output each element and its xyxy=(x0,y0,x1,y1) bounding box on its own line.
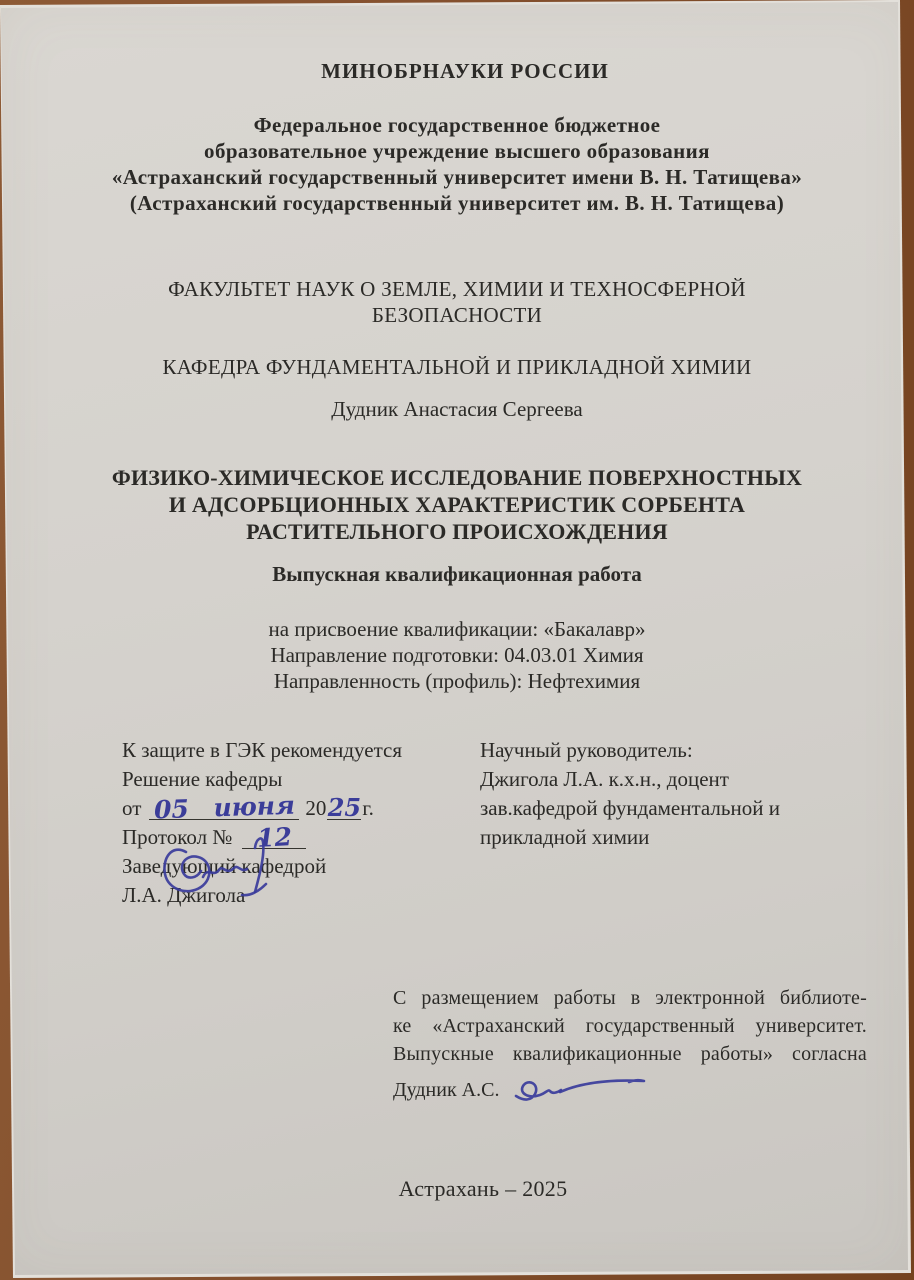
year-suffix: г. xyxy=(362,796,374,820)
recommendation-line: К защите в ГЭК рекомендуется xyxy=(122,738,403,762)
consent-line: ке «Астраханский государственный университет. xyxy=(393,1015,867,1037)
thesis-title-line: РАСТИТЕЛЬНОГО ПРОИСХОЖДЕНИЯ xyxy=(246,519,668,544)
institution-line: Федеральное государственное бюджетное xyxy=(253,113,661,137)
faculty-line: БЕЗОПАСНОСТИ xyxy=(371,303,543,327)
ministry-heading: МИНОБРНАУКИ РОССИИ xyxy=(321,59,609,83)
consent-line: Выпускные квалификационные работы» согласна xyxy=(393,1043,867,1065)
work-type: Выпускная квалификационная работа xyxy=(272,562,642,586)
faculty-name xyxy=(0,276,914,328)
thesis-title xyxy=(0,464,914,545)
head-of-department-signature xyxy=(156,832,288,910)
protocol-label: Протокол № xyxy=(122,825,233,849)
head-name-line: Л.А. Джигола xyxy=(122,883,246,907)
date-blank-line xyxy=(149,790,299,825)
approval-and-supervisor-block xyxy=(0,736,914,910)
thesis-title-line: И АДСОРБЦИОННЫХ ХАРАКТЕРИСТИК СОРБЕНТА xyxy=(168,492,746,517)
qualification-line: Направление подготовки: 04.03.01 Химия xyxy=(270,643,644,667)
department-name: КАФЕДРА ФУНДАМЕНТАЛЬНОЙ И ПРИКЛАДНОЙ ХИМИИ xyxy=(162,355,752,379)
year-prefix: 20 xyxy=(305,796,327,820)
supervisor-line: Джигола Л.А. к.х.н., доцент xyxy=(480,767,729,791)
faculty-line: ФАКУЛЬТЕТ НАУК О ЗЕМЛЕ, ХИМИИ И ТЕХНОСФЕРНОЙ xyxy=(168,277,746,301)
supervisor-label: Научный руководитель: xyxy=(480,738,693,762)
institution-line: образовательное учреждение высшего образования xyxy=(204,139,710,163)
date-line xyxy=(122,790,480,825)
supervisor-line: зав.кафедрой фундаментальной и xyxy=(480,796,780,820)
city-and-year: Астрахань – 2025 xyxy=(398,1176,568,1201)
consent-statement xyxy=(393,984,867,1108)
year-blank-line xyxy=(327,795,361,820)
handwritten-date: 05 июня xyxy=(153,790,296,825)
institution-line: «Астраханский государственный университет имени В. Н. Татищева» xyxy=(111,165,803,189)
head-title-line: Заведующий кафедрой xyxy=(122,854,327,878)
decision-line: Решение кафедры xyxy=(122,767,283,791)
date-prefix: от xyxy=(122,796,142,820)
qualification-line: на присвоение квалификации: «Бакалавр» xyxy=(268,617,646,641)
handwritten-year: 25 xyxy=(327,793,362,822)
consent-signer xyxy=(393,1068,867,1108)
consent-line: С размещением работы в электронной библиоте- xyxy=(393,987,867,1009)
author-signature xyxy=(510,1068,652,1108)
supervisor-line: прикладной химии xyxy=(480,825,650,849)
institution-block xyxy=(0,112,914,216)
qualification-line: Направленность (профиль): Нефтехимия xyxy=(273,669,641,693)
qualification-block xyxy=(0,616,914,694)
handwritten-protocol-number: 12 xyxy=(256,822,293,853)
supervisor-column xyxy=(480,736,870,910)
thesis-title-line: ФИЗИКО-ХИМИЧЕСКОЕ ИССЛЕДОВАНИЕ ПОВЕРХНОСТНЫХ xyxy=(111,465,803,490)
consent-signer-name: Дудник А.С. xyxy=(393,1079,500,1101)
author-name: Дудник Анастасия Сергеева xyxy=(331,397,583,421)
institution-line: (Астраханский государственный университет им. В. Н. Татищева) xyxy=(129,191,785,215)
